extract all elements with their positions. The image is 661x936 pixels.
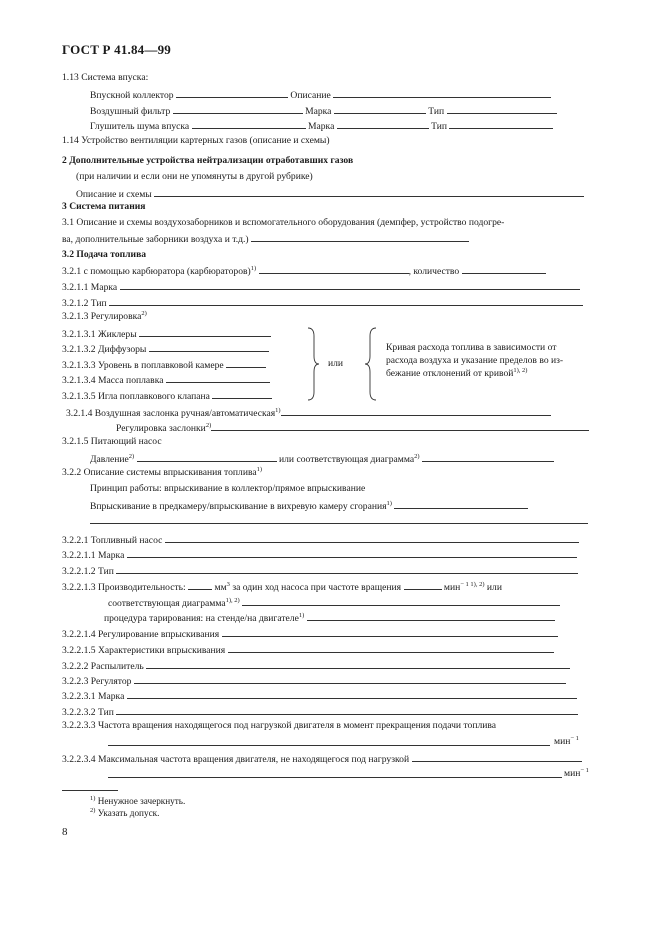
cutoff-speed-line [108, 745, 550, 746]
item-3-2-2-3-2: 3.2.2.3.2 Тип [62, 705, 578, 719]
item-3-2-2-3-1: 3.2.2.3.1 Марка [62, 689, 577, 703]
prechamber-row: Впрыскивание в предкамеру/впрыскивание в вихревую камеру сгорания$^{1)}$ [90, 499, 528, 513]
min-unit-2: мин$^{- 1}$ [564, 767, 589, 779]
section-2-description-row: Описание и схемы [76, 187, 584, 201]
silencer-row: Глушитель шума впуска Марка Тип [90, 119, 553, 133]
max-speed-line [108, 777, 562, 778]
item-3-2-1-4: 3.2.1.4 Воздушная заслонка ручная/автоматическая$^{1)}$ [66, 406, 551, 420]
item-3-2-2-1-3: 3.2.2.1.3 Производительность: $мм^3$ за один ход насоса при частоте вращения мин$^{- 1 1), 2)}$ или [62, 581, 502, 593]
item-1-14: 1.14 Устройство вентиляции картерных газов (описание и схемы) [62, 135, 330, 146]
min-unit-1: мин$^{- 1}$ [554, 735, 579, 747]
left-brace-icon [364, 326, 378, 402]
item-3-2-2-3-4: 3.2.2.3.4 Максимальная частота вращения двигателя, не находящегося под нагрузкой [62, 752, 582, 766]
item-3-2-1-2: 3.2.1.2 Тип [62, 296, 583, 310]
item-3-2-2-1-1: 3.2.2.1.1 Марка [62, 548, 577, 562]
item-3-2-1-3-3: 3.2.1.3.3 Уровень в поплавковой камере [62, 358, 266, 372]
item-3-2-1-3-1: 3.2.1.3.1 Жиклеры [62, 327, 271, 341]
or-label: или [328, 358, 344, 369]
item-3-2-2-3: 3.2.2.3 Регулятор [62, 674, 566, 688]
standard-header: ГОСТ Р 41.84—99 [62, 42, 171, 57]
right-brace-icon [306, 326, 320, 402]
blank-line [90, 523, 588, 524]
item-3-2-2: 3.2.2 Описание системы впрыскивания топлива$^{1)}$ [62, 466, 263, 478]
item-3-2-1-3: 3.2.1.3 Регулировка$^{2)}$ [62, 310, 147, 322]
item-3-2-1-5: 3.2.1.5 Питающий насос [62, 436, 162, 447]
intake-manifold-row: Впускной коллектор Описание [90, 88, 551, 102]
item-3-2-2-2: 3.2.2.2 Распылитель [62, 659, 570, 673]
item-3-2-1-3-4: 3.2.1.3.4 Масса поплавка [62, 373, 270, 387]
page-number: 8 [62, 826, 68, 838]
item-3-2-2-1-4: 3.2.2.1.4 Регулирование впрыскивания [62, 627, 558, 641]
footnote-1: $^{1)}$ Ненужное зачеркнуть. [90, 795, 186, 806]
footnote-2: $^{2)}$ Указать допуск. [90, 807, 160, 818]
choke-adjustment-row: Регулировка заслонки$^{2)}$ [116, 421, 589, 435]
air-filter-row: Воздушный фильтр Марка Тип [90, 104, 557, 118]
section-2-title: 2 Дополнительные устройства нейтрализации отработавших газов [62, 155, 354, 166]
item-3-2-1-3-2: 3.2.1.3.2 Диффузоры [62, 342, 269, 356]
injection-principle: Принцип работы: впрыскивание в коллектор/прямое впрыскивание [90, 483, 366, 494]
footnote-separator [62, 790, 118, 791]
section-3-2-title: 3.2 Подача топлива [62, 249, 147, 260]
item-3-2-1: 3.2.1 с помощью карбюратора (карбюраторов)$^{1)}$ , количество [62, 264, 546, 278]
item-3-1-line2: ва, дополнительные заборники воздуха и т.д.) [62, 232, 469, 246]
item-3-2-2-3-3: 3.2.2.3.3 Частота вращения находящегося под нагрузкой двигателя в момент прекращения подачи топлива [62, 720, 497, 731]
item-3-1-line1: 3.1 Описание и схемы воздухозаборников и вспомогательного оборудования (демпфер, устройство подогре- [62, 217, 505, 228]
section-2-note: (при наличии и если они не упомянуты в другой рубрике) [76, 171, 313, 182]
item-3-2-1-1: 3.2.1.1 Марка [62, 280, 580, 294]
fuel-curve-note: Кривая расхода топлива в зависимости от расхода воздуха и указание пределов во из- бежание отклонений от кривой$^{1), 2)}$ [386, 342, 564, 379]
calibration-row: процедура тарирования: на стенде/на двигателе$^{1)}$ [104, 611, 555, 625]
item-3-2-2-1-2: 3.2.2.1.2 Тип [62, 564, 578, 578]
item-3-2-1-3-5: 3.2.1.3.5 Игла поплавкового клапана [62, 389, 272, 403]
item-1-13: 1.13 Система впуска: [62, 72, 149, 83]
item-3-2-2-1: 3.2.2.1 Топливный насос [62, 533, 579, 547]
section-3-title: 3 Система питания [62, 201, 146, 212]
delivery-diagram-row: соответствующая диаграмма$^{1), 2)}$ [108, 596, 560, 610]
item-3-2-2-1-5: 3.2.2.1.5 Характеристики впрыскивания [62, 643, 554, 657]
pressure-row: Давление$^{2)}$ или соответствующая диаграмма$^{2)}$ [90, 452, 554, 466]
